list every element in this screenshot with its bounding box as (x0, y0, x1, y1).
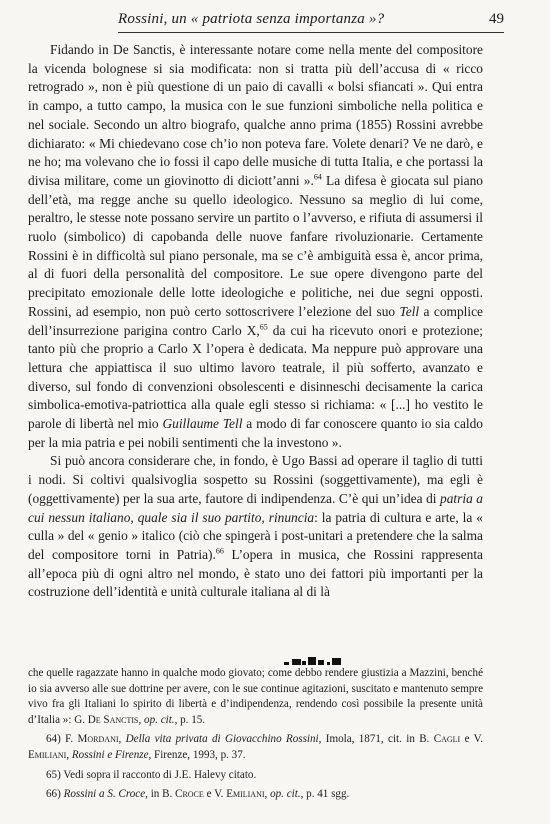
footnote-continuation: che quelle ragazzate hanno in qualche modo giovato; come debbo rendere giustizia a Mazzini, benché io sia avverso alle sue dottrine per avere, con le sue continue agitazioni, suscitato e mantenuto sempre vivo fra gli Italiani lo spirito di libertà e d’indipendenza, rendendo così possibile la presente unità d’Italia »: G. De Sanctis, op. cit., p. 15. (28, 667, 483, 726)
footnote-66: 66) Rossini a S. Croce, in B. Croce e V. Emiliani, op. cit., p. 41 sgg. (46, 788, 350, 801)
footnote-stamp-mark (284, 657, 346, 666)
footnote-ref[interactable]: 65 (259, 322, 268, 332)
running-title: Rossini, un « patriota senza importanza »? (118, 11, 385, 27)
footnote-64: 64) F. Mordani, Della vita privata di Giovacchino Rossini, Imola, 1871, cit. in B. Cagli e V. Emiliani, Rossini e Firenze, Firenze, 1993, p. 37. (28, 733, 483, 761)
footnotes (28, 666, 483, 803)
paragraph: Fidando in De Sanctis, è interessante notare come nella mente del compositore la vicenda bolognese si sia modificata: non si tratta più dell’accusa di « ricco retrogrado », non è più questione di un paio di cavalli « bolsi sfiancati ». Qui entra in campo, a tutto campo, la musica con le sue funzioni simboliche nella politica e nel sociale. Secondo un altro biografo, qualche anno prima (1855) Rossini avrebbe dichiarato: « Mi chiedevano cose ch’io non poteva fare. Volete denari? Ve ne darò, e ne ho; ma volevano che io fossi il capo delle musiche di tutta Italia, e che portassi la divisa militare, come un giovinotto di diciott’anni ».$^{64}$ La difesa è giocata sul piano dell’età, ma regge anche su quello ideologico. Nessuno sa meglio di lui come, peraltro, le stesse note possano servire un partito o l’avverso, e rifiuta di assumersi il ruolo (simbolico) di capobanda delle nuove fanfare rivoluzionarie. Certamente Rossini è in difficoltà sul piano personale, ma se c’è ambiguità essa è, ancor prima, al di fuori della personalità del compositore. Le sue opere divengono parte del precipitato emozionale delle lotte ideologiche e politiche, nei due segni opposti. Rossini, ad esempio, non può certo sottoscrivere l’elezione del suo Tell a complice dell’insurrezione parigina contro Carlo X,$^{65}$ da cui ha ricevuto onori e protezione; tanto più che proprio a Carlo X l’opera è dedicata. Ma neppure può approvare una lettura che appiattisca il suo ultimo lavoro teatrale, il più sofferto, avanzato e diverso, sul fondo di convenzioni obsolescenti e disinneschi decisamente la carica simbolica-emotiva-patriottica alla quale egli stesso si richiama: « [...] ho vestito le parole di libertà nel mio Guillaume Tell a modo di far conoscere quanto io sia caldo per la mia patria e pei nobili sentimenti che la investono ». (28, 42, 483, 450)
footnote-ref[interactable]: 64 (313, 172, 322, 182)
paragraph: Si può ancora considerare che, in fondo, è Ugo Bassi ad operare il taglio di tutti i nodi. Si coltivi qualsivoglia sospetto su Rossini (soggettivamente), ma egli è (oggettivamente) per la sua arte, fautore di indipendenza. C’è qui un’idea di patria a cui nessun italiano, quale sia il suo partito, rinuncia: la patria di cultura e arte, la « culla » del « genio » italico (ciò che spingerà i post-unitari a pretendere che la salma del compositore torni in Patria).$^{66}$ L’opera in musica, che Rossini rappresenta all’epoca più di ogni altro nel mondo, è stato uno dei fattori più importanti per la costruzione dell’identità e unità culturale italiana al di là (28, 453, 484, 600)
footnote-65: 65) Vedi sopra il racconto di J.E. Halevy citato. (46, 768, 257, 781)
footnote-ref[interactable]: 66 (215, 546, 224, 556)
main-text (28, 41, 483, 602)
running-header (118, 8, 504, 33)
page-number: 49 (489, 11, 504, 27)
